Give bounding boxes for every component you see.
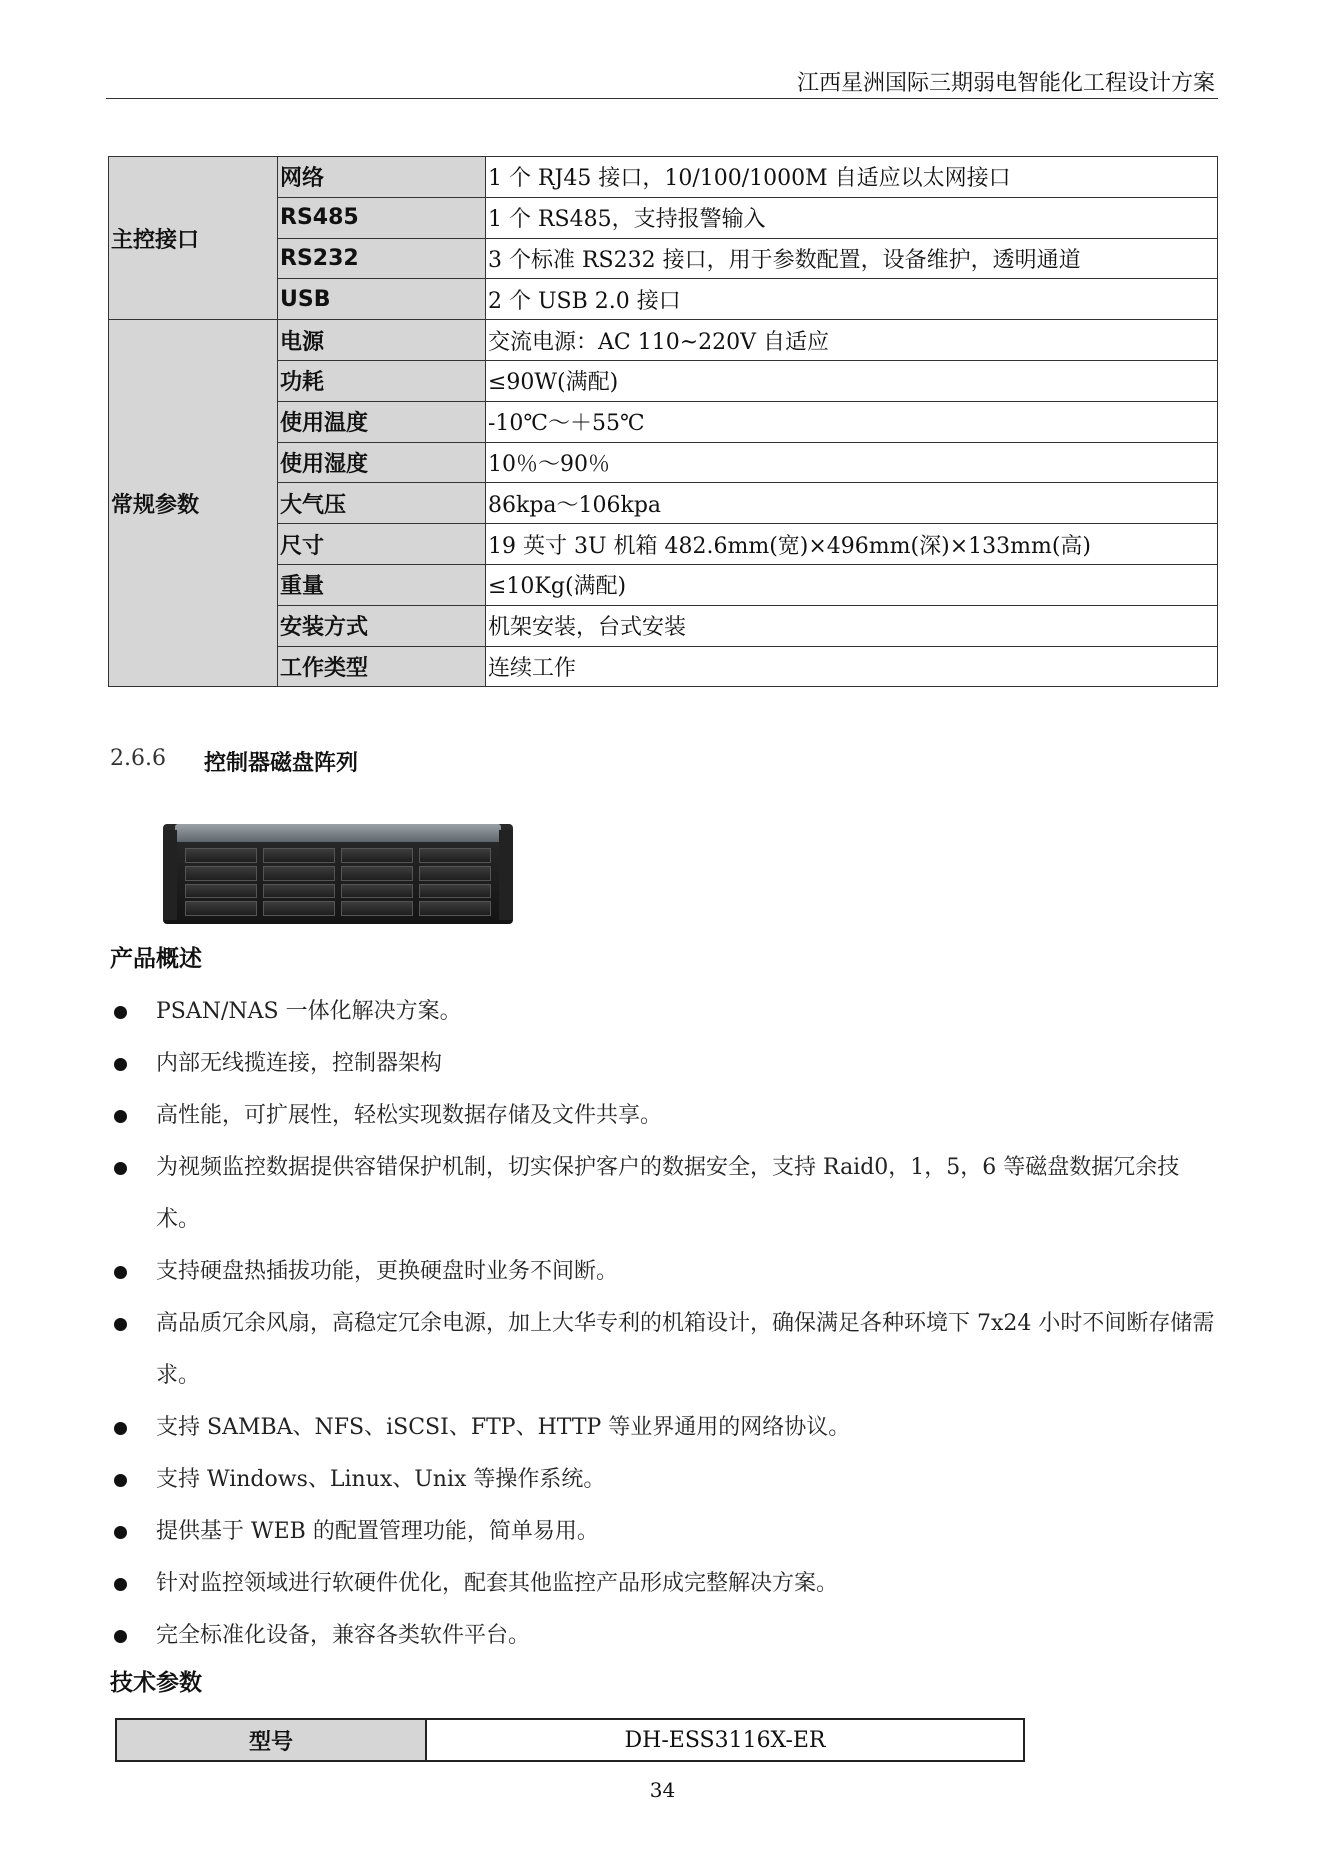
value-cell: 交流电源：AC 110~220V 自适应 xyxy=(486,320,1218,361)
param-cell: 功耗 xyxy=(278,360,486,401)
param-cell: RS232 xyxy=(278,238,486,279)
list-item: 内部无线揽连接，控制器架构 xyxy=(110,1038,1222,1090)
drive-bay xyxy=(185,901,257,916)
header-title: 江西星洲国际三期弱电智能化工程设计方案 xyxy=(796,71,1215,96)
device-top-panel xyxy=(175,824,501,842)
value-cell: 3 个标准 RS232 接口，用于参数配置，设备维护，透明通道 xyxy=(486,238,1218,279)
param-cell: 网络 xyxy=(278,157,486,198)
param-cell: 大气压 xyxy=(278,483,486,524)
drive-bays xyxy=(185,848,491,916)
value-cell: 1 个 RS485，支持报警输入 xyxy=(486,197,1218,238)
drive-bay xyxy=(341,901,413,916)
section-number: 2.6.6 xyxy=(110,746,166,771)
param-cell: 安装方式 xyxy=(278,605,486,646)
value-cell: ≤10Kg(满配) xyxy=(486,564,1218,605)
section-heading xyxy=(110,746,359,776)
model-table xyxy=(115,1718,1025,1762)
drive-bay xyxy=(185,884,257,899)
value-cell: 机架安装，台式安装 xyxy=(486,605,1218,646)
list-item: 完全标准化设备，兼容各类软件平台。 xyxy=(110,1610,1222,1662)
param-cell: USB xyxy=(278,279,486,320)
param-cell: 使用湿度 xyxy=(278,442,486,483)
drive-bay xyxy=(341,848,413,863)
feature-list xyxy=(110,986,1222,1662)
rack-ear-right xyxy=(499,830,513,920)
value-cell: 86kpa～106kpa xyxy=(486,483,1218,524)
drive-bay xyxy=(419,884,491,899)
disk-array-photo xyxy=(163,824,513,924)
section-title: 控制器磁盘阵列 xyxy=(204,751,359,776)
tech-heading: 技术参数 xyxy=(110,1670,202,1696)
param-cell: 使用温度 xyxy=(278,401,486,442)
drive-bay xyxy=(341,884,413,899)
value-cell: ≤90W(满配) xyxy=(486,360,1218,401)
value-cell: -10℃～＋55℃ xyxy=(486,401,1218,442)
drive-bay xyxy=(419,866,491,881)
group-cell: 常规参数 xyxy=(109,320,278,687)
drive-bay xyxy=(263,901,335,916)
value-cell: 连续工作 xyxy=(486,646,1218,687)
param-cell: 工作类型 xyxy=(278,646,486,687)
table-row xyxy=(109,320,1218,361)
value-cell: 1 个 RJ45 接口，10/100/1000M 自适应以太网接口 xyxy=(486,157,1218,198)
rack-ear-left xyxy=(163,830,177,920)
table-row xyxy=(109,157,1218,198)
drive-bay xyxy=(185,866,257,881)
drive-bay xyxy=(185,848,257,863)
list-item: PSAN/NAS 一体化解决方案。 xyxy=(110,986,1222,1038)
drive-bay xyxy=(419,901,491,916)
value-cell: 19 英寸 3U 机箱 482.6mm(宽)×496mm(深)×133mm(高) xyxy=(486,524,1218,565)
drive-bay xyxy=(263,866,335,881)
header-divider xyxy=(106,98,1218,99)
spec-table xyxy=(108,156,1218,687)
drive-bay xyxy=(341,866,413,881)
model-label-cell: 型号 xyxy=(116,1719,426,1761)
list-item: 高品质冗余风扇，高稳定冗余电源，加上大华专利的机箱设计，确保满足各种环境下 7x24 小时不间断存储需求。 xyxy=(110,1298,1222,1402)
page-number: 34 xyxy=(649,1778,676,1802)
group-cell: 主控接口 xyxy=(109,157,278,320)
value-cell: 2 个 USB 2.0 接口 xyxy=(486,279,1218,320)
list-item: 为视频监控数据提供容错保护机制，切实保护客户的数据安全，支持 Raid0，1，5，6 等磁盘数据冗余技术。 xyxy=(110,1142,1222,1246)
value-cell: 10％～90％ xyxy=(486,442,1218,483)
list-item: 提供基于 WEB 的配置管理功能，简单易用。 xyxy=(110,1506,1222,1558)
list-item: 支持 SAMBA、NFS、iSCSI、FTP、HTTP 等业界通用的网络协议。 xyxy=(110,1402,1222,1454)
drive-bay xyxy=(263,848,335,863)
overview-heading: 产品概述 xyxy=(110,946,202,972)
param-cell: RS485 xyxy=(278,197,486,238)
drive-bay xyxy=(263,884,335,899)
param-cell: 尺寸 xyxy=(278,524,486,565)
model-value-cell: DH-ESS3116X-ER xyxy=(426,1719,1024,1761)
list-item: 高性能，可扩展性，轻松实现数据存储及文件共享。 xyxy=(110,1090,1222,1142)
list-item: 支持 Windows、Linux、Unix 等操作系统。 xyxy=(110,1454,1222,1506)
drive-bay xyxy=(419,848,491,863)
param-cell: 重量 xyxy=(278,564,486,605)
list-item: 支持硬盘热插拔功能，更换硬盘时业务不间断。 xyxy=(110,1246,1222,1298)
table-row xyxy=(116,1719,1024,1761)
param-cell: 电源 xyxy=(278,320,486,361)
list-item: 针对监控领域进行软硬件优化，配套其他监控产品形成完整解决方案。 xyxy=(110,1558,1222,1610)
